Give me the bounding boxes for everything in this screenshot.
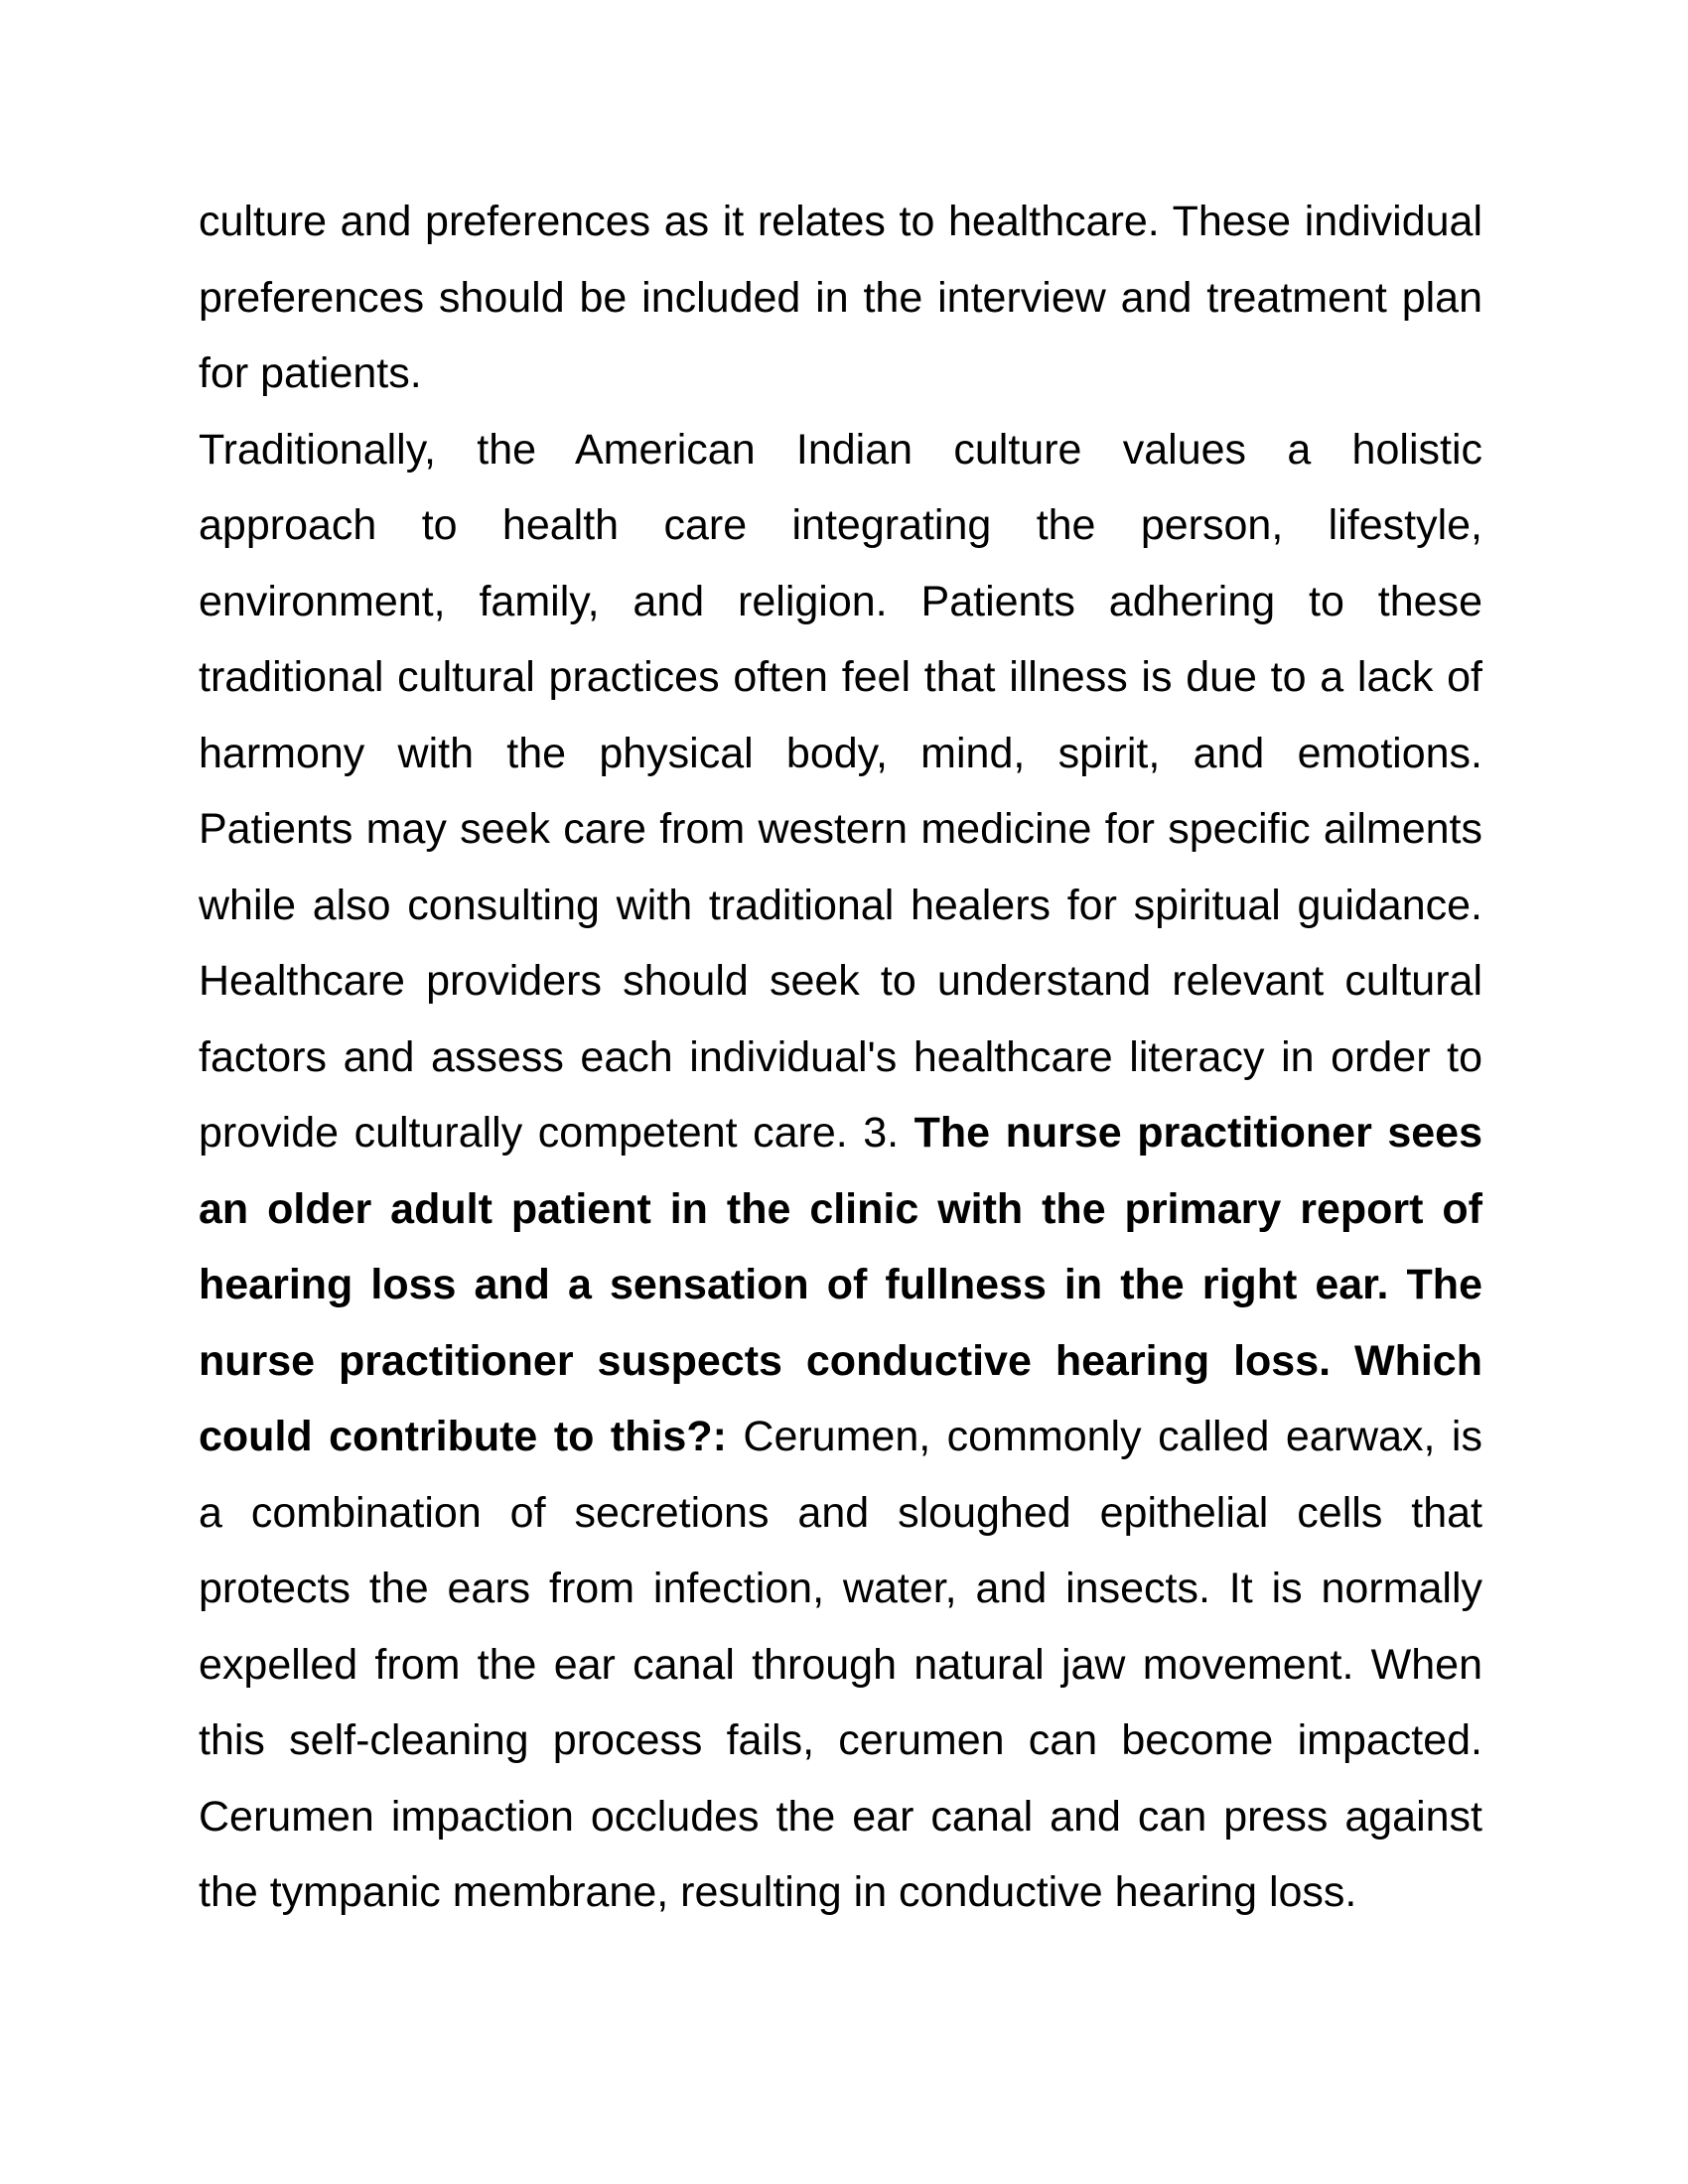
text-segment: for patients.	[199, 349, 422, 397]
text-line	[199, 1095, 1482, 1171]
text-content	[199, 184, 1482, 1931]
text-line	[199, 1703, 1482, 1779]
paragraph	[199, 184, 1482, 412]
text-line	[199, 943, 1482, 1020]
text-line	[199, 791, 1482, 868]
text-segment: Cerumen, commonly called earwax, is	[743, 1413, 1482, 1460]
text-segment: this self-cleaning process fails, cerumen can become impacted.	[199, 1716, 1482, 1764]
text-segment: traditional cultural practices often feel that illness is due to a lack of	[199, 653, 1482, 701]
bold-text-segment: could contribute to this?:	[199, 1413, 744, 1460]
text-line	[199, 1854, 1482, 1931]
text-line	[199, 336, 1482, 412]
text-line	[199, 1627, 1482, 1704]
text-line	[199, 564, 1482, 640]
bold-text-segment: an older adult patient in the clinic with the primary report of	[199, 1184, 1482, 1233]
text-line	[199, 1323, 1482, 1400]
text-segment: a combination of secretions and sloughed epithelial cells that	[199, 1488, 1482, 1537]
text-line	[199, 1399, 1482, 1475]
text-segment: culture and preferences as it relates to healthcare. These individual	[199, 198, 1482, 245]
text-segment: preferences should be included in the interview and treatment plan	[199, 273, 1482, 322]
text-segment: approach to health care integrating the person, lifestyle,	[199, 501, 1482, 549]
text-segment: Traditionally, the American Indian culture values a holistic	[199, 425, 1482, 474]
text-segment: expelled from the ear canal through natural jaw movement. When	[199, 1640, 1482, 1689]
text-segment: protects the ears from infection, water, and insects. It is normally	[199, 1565, 1482, 1612]
text-line	[199, 1779, 1482, 1855]
text-segment: environment, family, and religion. Patients adhering to these	[199, 577, 1482, 625]
text-line	[199, 1551, 1482, 1627]
text-line	[199, 412, 1482, 488]
text-line	[199, 868, 1482, 944]
text-segment: Cerumen impaction occludes the ear canal and can press against	[199, 1792, 1482, 1841]
text-segment: while also consulting with traditional healers for spiritual guidance.	[199, 881, 1482, 929]
text-line	[199, 260, 1482, 337]
text-line	[199, 1247, 1482, 1323]
text-segment: factors and assess each individual's healthcare literacy in order to	[199, 1032, 1482, 1081]
text-segment: Healthcare providers should seek to understand relevant cultural	[199, 957, 1482, 1005]
bold-text-segment: The nurse practitioner sees	[914, 1109, 1482, 1157]
text-line	[199, 716, 1482, 792]
text-line	[199, 1475, 1482, 1552]
bold-text-segment: hearing loss and a sensation of fullness in the right ear. The	[199, 1261, 1482, 1308]
text-line	[199, 1020, 1482, 1096]
bold-text-segment: nurse practitioner suspects conductive hearing loss. Which	[199, 1336, 1482, 1385]
text-segment: harmony with the physical body, mind, spirit, and emotions.	[199, 729, 1482, 777]
text-segment: Patients may seek care from western medicine for specific ailments	[199, 805, 1482, 853]
text-segment: provide culturally competent care. 3.	[199, 1109, 914, 1157]
text-segment: the tympanic membrane, resulting in conductive hearing loss.	[199, 1868, 1357, 1916]
paragraph	[199, 412, 1482, 1931]
text-line	[199, 1171, 1482, 1248]
text-line	[199, 639, 1482, 716]
text-line	[199, 184, 1482, 260]
text-line	[199, 487, 1482, 564]
